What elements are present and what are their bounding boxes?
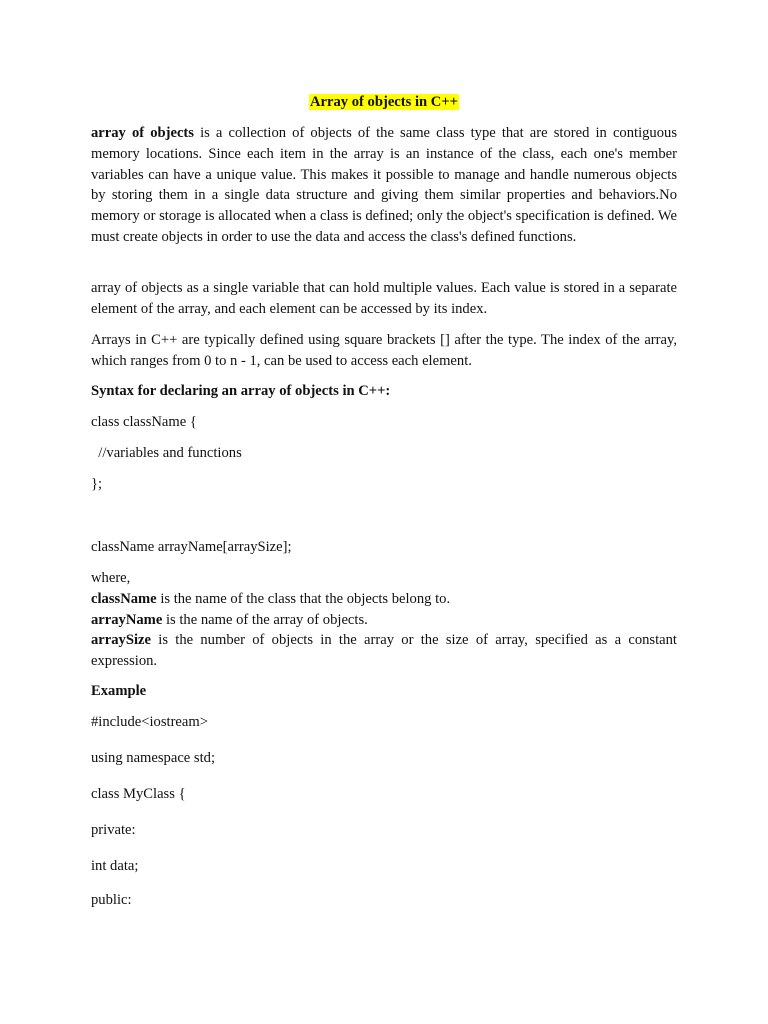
- code-line: #include<iostream>: [91, 714, 208, 730]
- syntax-line: };: [91, 476, 103, 492]
- code-line: class MyClass {: [91, 786, 186, 802]
- syntax-line: class className {: [91, 414, 197, 430]
- code-line: int data;: [91, 858, 139, 874]
- code-line: using namespace std;: [91, 750, 216, 766]
- where-label: where,: [91, 570, 131, 586]
- where-text: is the name of the class that the objects belong to.: [156, 590, 451, 607]
- where-text: is the number of objects in the array or the size of array, specified as a constant expression.: [91, 632, 677, 670]
- code-line: private:: [91, 822, 136, 838]
- where-item-arraysize: [91, 630, 677, 672]
- where-term: arrayName: [91, 611, 163, 628]
- intro-text: is a collection of objects of the same class type that are stored in contiguous memory locations. Since each item in the array is an instance of the class, each one's member variables can have a unique value. This makes it possible to manage and handle numerous objects by storing them in a single data structure and giving them similar properties and behaviors.No memory or storage is allocated when a class is defined; only the object's specification is defined. We must create objects in order to use the data and access the class's defined functions.: [91, 125, 677, 245]
- intro-term: array of objects: [91, 125, 194, 141]
- example-heading: Example: [91, 683, 147, 699]
- title-container: [0, 93, 768, 111]
- where-item-arrayname: [91, 610, 677, 631]
- where-item-classname: [91, 589, 677, 610]
- where-section: [91, 568, 677, 672]
- syntax-heading: Syntax for declaring an array of objects in C++:: [91, 383, 391, 399]
- paragraph-2: array of objects as a single variable that can hold multiple values. Each value is stored in a separate element of the array, and each element can be accessed by its index.: [91, 280, 677, 317]
- intro-paragraph: [91, 123, 677, 248]
- code-line: public:: [91, 892, 132, 908]
- syntax-line: //variables and functions: [91, 445, 242, 461]
- where-term: className: [91, 590, 157, 607]
- paragraph-3: Arrays in C++ are typically defined using square brackets [] after the type. The index of the array, which ranges from 0 to n - 1, can be used to access each element.: [91, 332, 677, 369]
- where-term: arraySize: [91, 632, 151, 649]
- page-title: Array of objects in C++: [310, 94, 458, 110]
- where-text: is the name of the array of objects.: [162, 611, 368, 628]
- declaration-line: className arrayName[arraySize];: [91, 539, 292, 555]
